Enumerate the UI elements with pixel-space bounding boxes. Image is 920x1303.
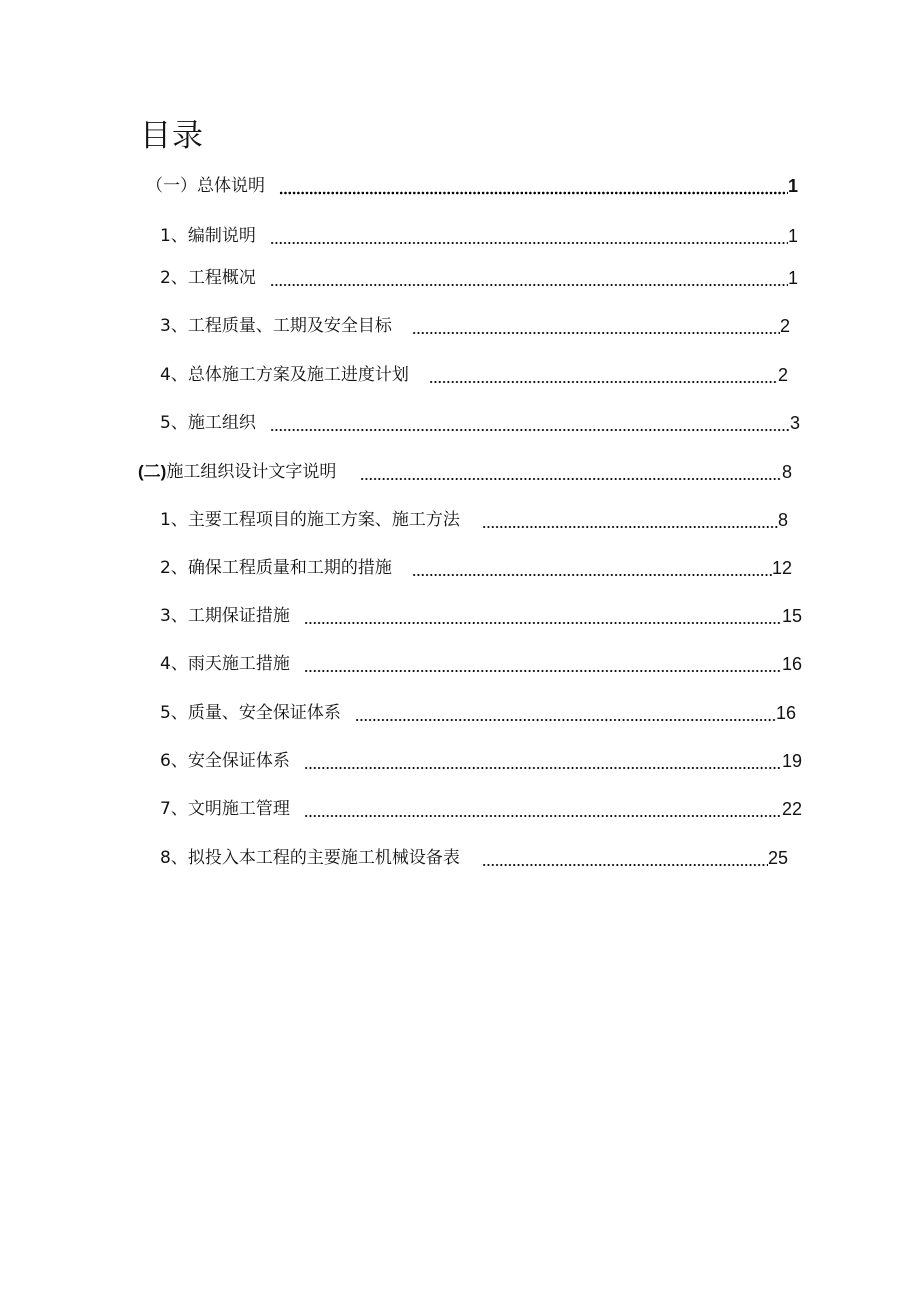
toc-entry-page: 2 xyxy=(777,365,788,385)
toc-entry-label: 2、工程概况 xyxy=(160,268,256,288)
toc-entry-label xyxy=(138,460,360,484)
toc-entry[interactable] xyxy=(160,363,788,387)
toc-dot-leader xyxy=(482,846,768,870)
toc-entry-page: 1 xyxy=(787,268,798,288)
toc-entry-page: 15 xyxy=(781,606,802,626)
toc-entry-label: 4、雨天施工措施 xyxy=(160,654,290,674)
toc-entry-label: 6、安全保证体系 xyxy=(160,751,290,771)
toc-entry-label: 4、总体施工方案及施工进度计划 xyxy=(160,365,409,385)
toc-entry[interactable] xyxy=(160,266,798,290)
toc-dot-leader xyxy=(429,363,778,387)
toc-dot-leader xyxy=(304,797,782,821)
toc-title: 目录 xyxy=(140,118,204,154)
toc-dot-leader xyxy=(270,411,790,435)
toc-entry-page: 19 xyxy=(781,751,802,771)
toc-section-title: 施工组织设计文字说明 xyxy=(166,462,337,482)
toc-dot-leader xyxy=(482,508,778,532)
toc-entry[interactable] xyxy=(160,797,802,821)
toc-entry-label: 2、确保工程质量和工期的措施 xyxy=(160,558,392,578)
toc-entry-page: 8 xyxy=(777,510,788,530)
toc-entry[interactable] xyxy=(160,556,792,580)
toc-dot-leader xyxy=(304,749,782,773)
toc-entry-page: 2 xyxy=(779,316,790,336)
toc-dot-leader xyxy=(279,174,788,198)
toc-dot-leader xyxy=(412,556,772,580)
toc-entry-label: （一）总体说明 xyxy=(146,176,265,196)
toc-dot-leader xyxy=(355,701,776,725)
toc-entry-page: 1 xyxy=(787,226,798,246)
toc-entry-label: 1、主要工程项目的施工方案、施工方法 xyxy=(160,510,460,530)
toc-entry[interactable] xyxy=(138,460,792,484)
toc-dot-leader xyxy=(304,604,782,628)
toc-entry[interactable] xyxy=(160,224,798,248)
toc-entry-page: 16 xyxy=(775,703,796,723)
toc-entry-label: 8、拟投入本工程的主要施工机械设备表 xyxy=(160,848,460,868)
toc-entry[interactable] xyxy=(160,846,788,870)
toc-dot-leader xyxy=(360,460,782,484)
toc-entry-page: 16 xyxy=(781,654,802,674)
toc-entry-label: 5、施工组织 xyxy=(160,413,256,433)
toc-entry-label: 1、编制说明 xyxy=(160,226,256,246)
toc-entry[interactable] xyxy=(160,701,796,725)
toc-entry[interactable] xyxy=(160,508,788,532)
toc-entry-page: 8 xyxy=(781,462,792,482)
toc-entry-label: 3、工程质量、工期及安全目标 xyxy=(160,316,392,336)
toc-dot-leader xyxy=(270,266,788,290)
toc-entry-page: 3 xyxy=(789,413,800,433)
toc-entry[interactable] xyxy=(160,604,802,628)
toc-entry-page: 1 xyxy=(787,176,798,196)
toc-dot-leader xyxy=(270,224,788,248)
toc-entry[interactable] xyxy=(160,749,802,773)
toc-entry[interactable] xyxy=(160,652,802,676)
toc-dot-leader xyxy=(412,314,780,338)
toc-entry-page: 25 xyxy=(767,848,788,868)
toc-dot-leader xyxy=(304,652,782,676)
toc-section-number: (二) xyxy=(138,462,167,481)
toc-entry[interactable] xyxy=(160,314,790,338)
toc-entry-label: 3、工期保证措施 xyxy=(160,606,290,626)
toc-entry[interactable] xyxy=(146,174,798,198)
toc-entry-label: 5、质量、安全保证体系 xyxy=(160,703,341,723)
toc-entry-page: 12 xyxy=(771,558,792,578)
toc-entry-label: 7、文明施工管理 xyxy=(160,799,290,819)
toc-entry[interactable] xyxy=(160,411,800,435)
toc-entry-page: 22 xyxy=(781,799,802,819)
